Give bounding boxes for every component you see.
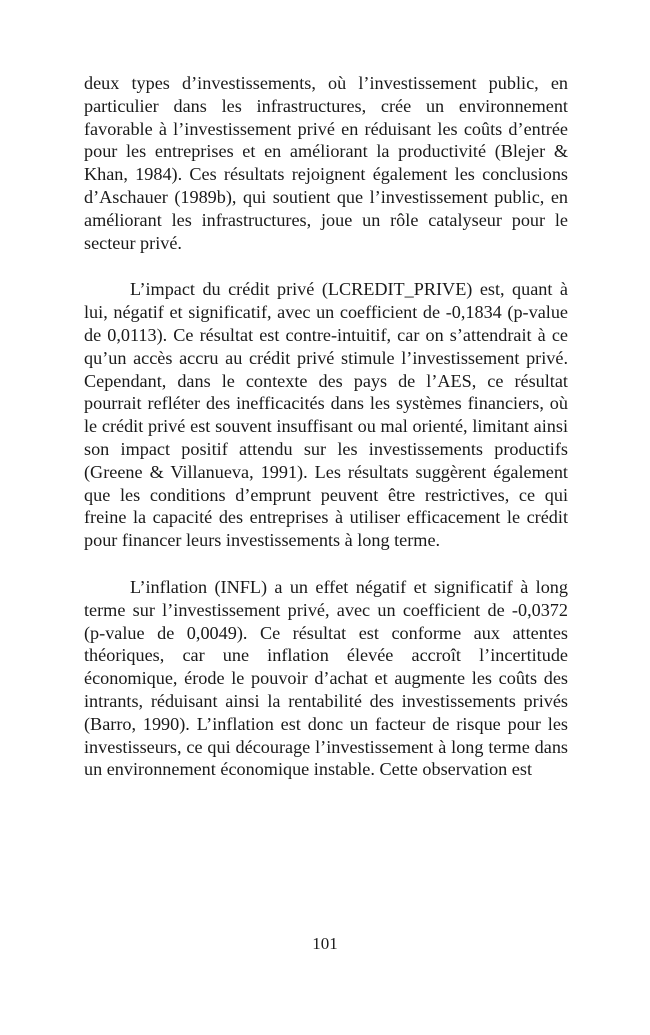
paragraph-private-credit: L’impact du crédit privé (LCREDIT_PRIVE) est, quant à lui, négatif et significatif, avec un coefficient de -0,1834 (p-value de 0,0113). Ce résultat est contre-intuitif, car on s’attendrait à ce qu’un accès accru au crédit privé stimule l’investissement privé. Cependant, dans le contexte des pays de l’AES, ce résultat pourrait refléter des inefficacités dans les systèmes financiers, où le crédit privé est souvent insuffisant ou mal orienté, limitant ainsi son impact positif attendu sur les investissements productifs (Greene & Villanueva, 1991). Les résultats suggèrent également que les conditions d’emprunt peuvent être restrictives, ce qui freine la capacité des entreprises à utiliser efficacement le crédit pour financer leurs investissements à long terme. bbox=[84, 279, 568, 551]
paragraph-inflation: L’inflation (INFL) a un effet négatif et significatif à long terme sur l’investissement privé, avec un coefficient de -0,0372 (p-value de 0,0049). Ce résultat est conforme aux attentes théoriques, car une inflation élevée accroît l’incertitude économique, érode le pouvoir d’achat et augmente les coûts des intrants, réduisant ainsi la rentabilité des investissements privés (Barro, 1990). L’inflation est donc un facteur de risque pour les investisseurs, ce qui décourage l’investissement à long terme dans un environnement économique instable. Cette observation est bbox=[84, 576, 568, 780]
paragraph-continuation: deux types d’investissements, où l’investissement public, en particulier dans les infrastructures, crée un environnement favorable à l’investissement privé en réduisant les coûts d’entrée pour les entreprises et en améliorant la productivité (Blejer & Khan, 1984). Ces résultats rejoignent également les conclusions d’Aschauer (1989b), qui soutient que l’investissement public, en améliorant les infrastructures, joue un rôle catalyseur pour le secteur privé. bbox=[84, 73, 568, 253]
page-body bbox=[84, 72, 568, 781]
page-number: 101 bbox=[312, 934, 338, 953]
